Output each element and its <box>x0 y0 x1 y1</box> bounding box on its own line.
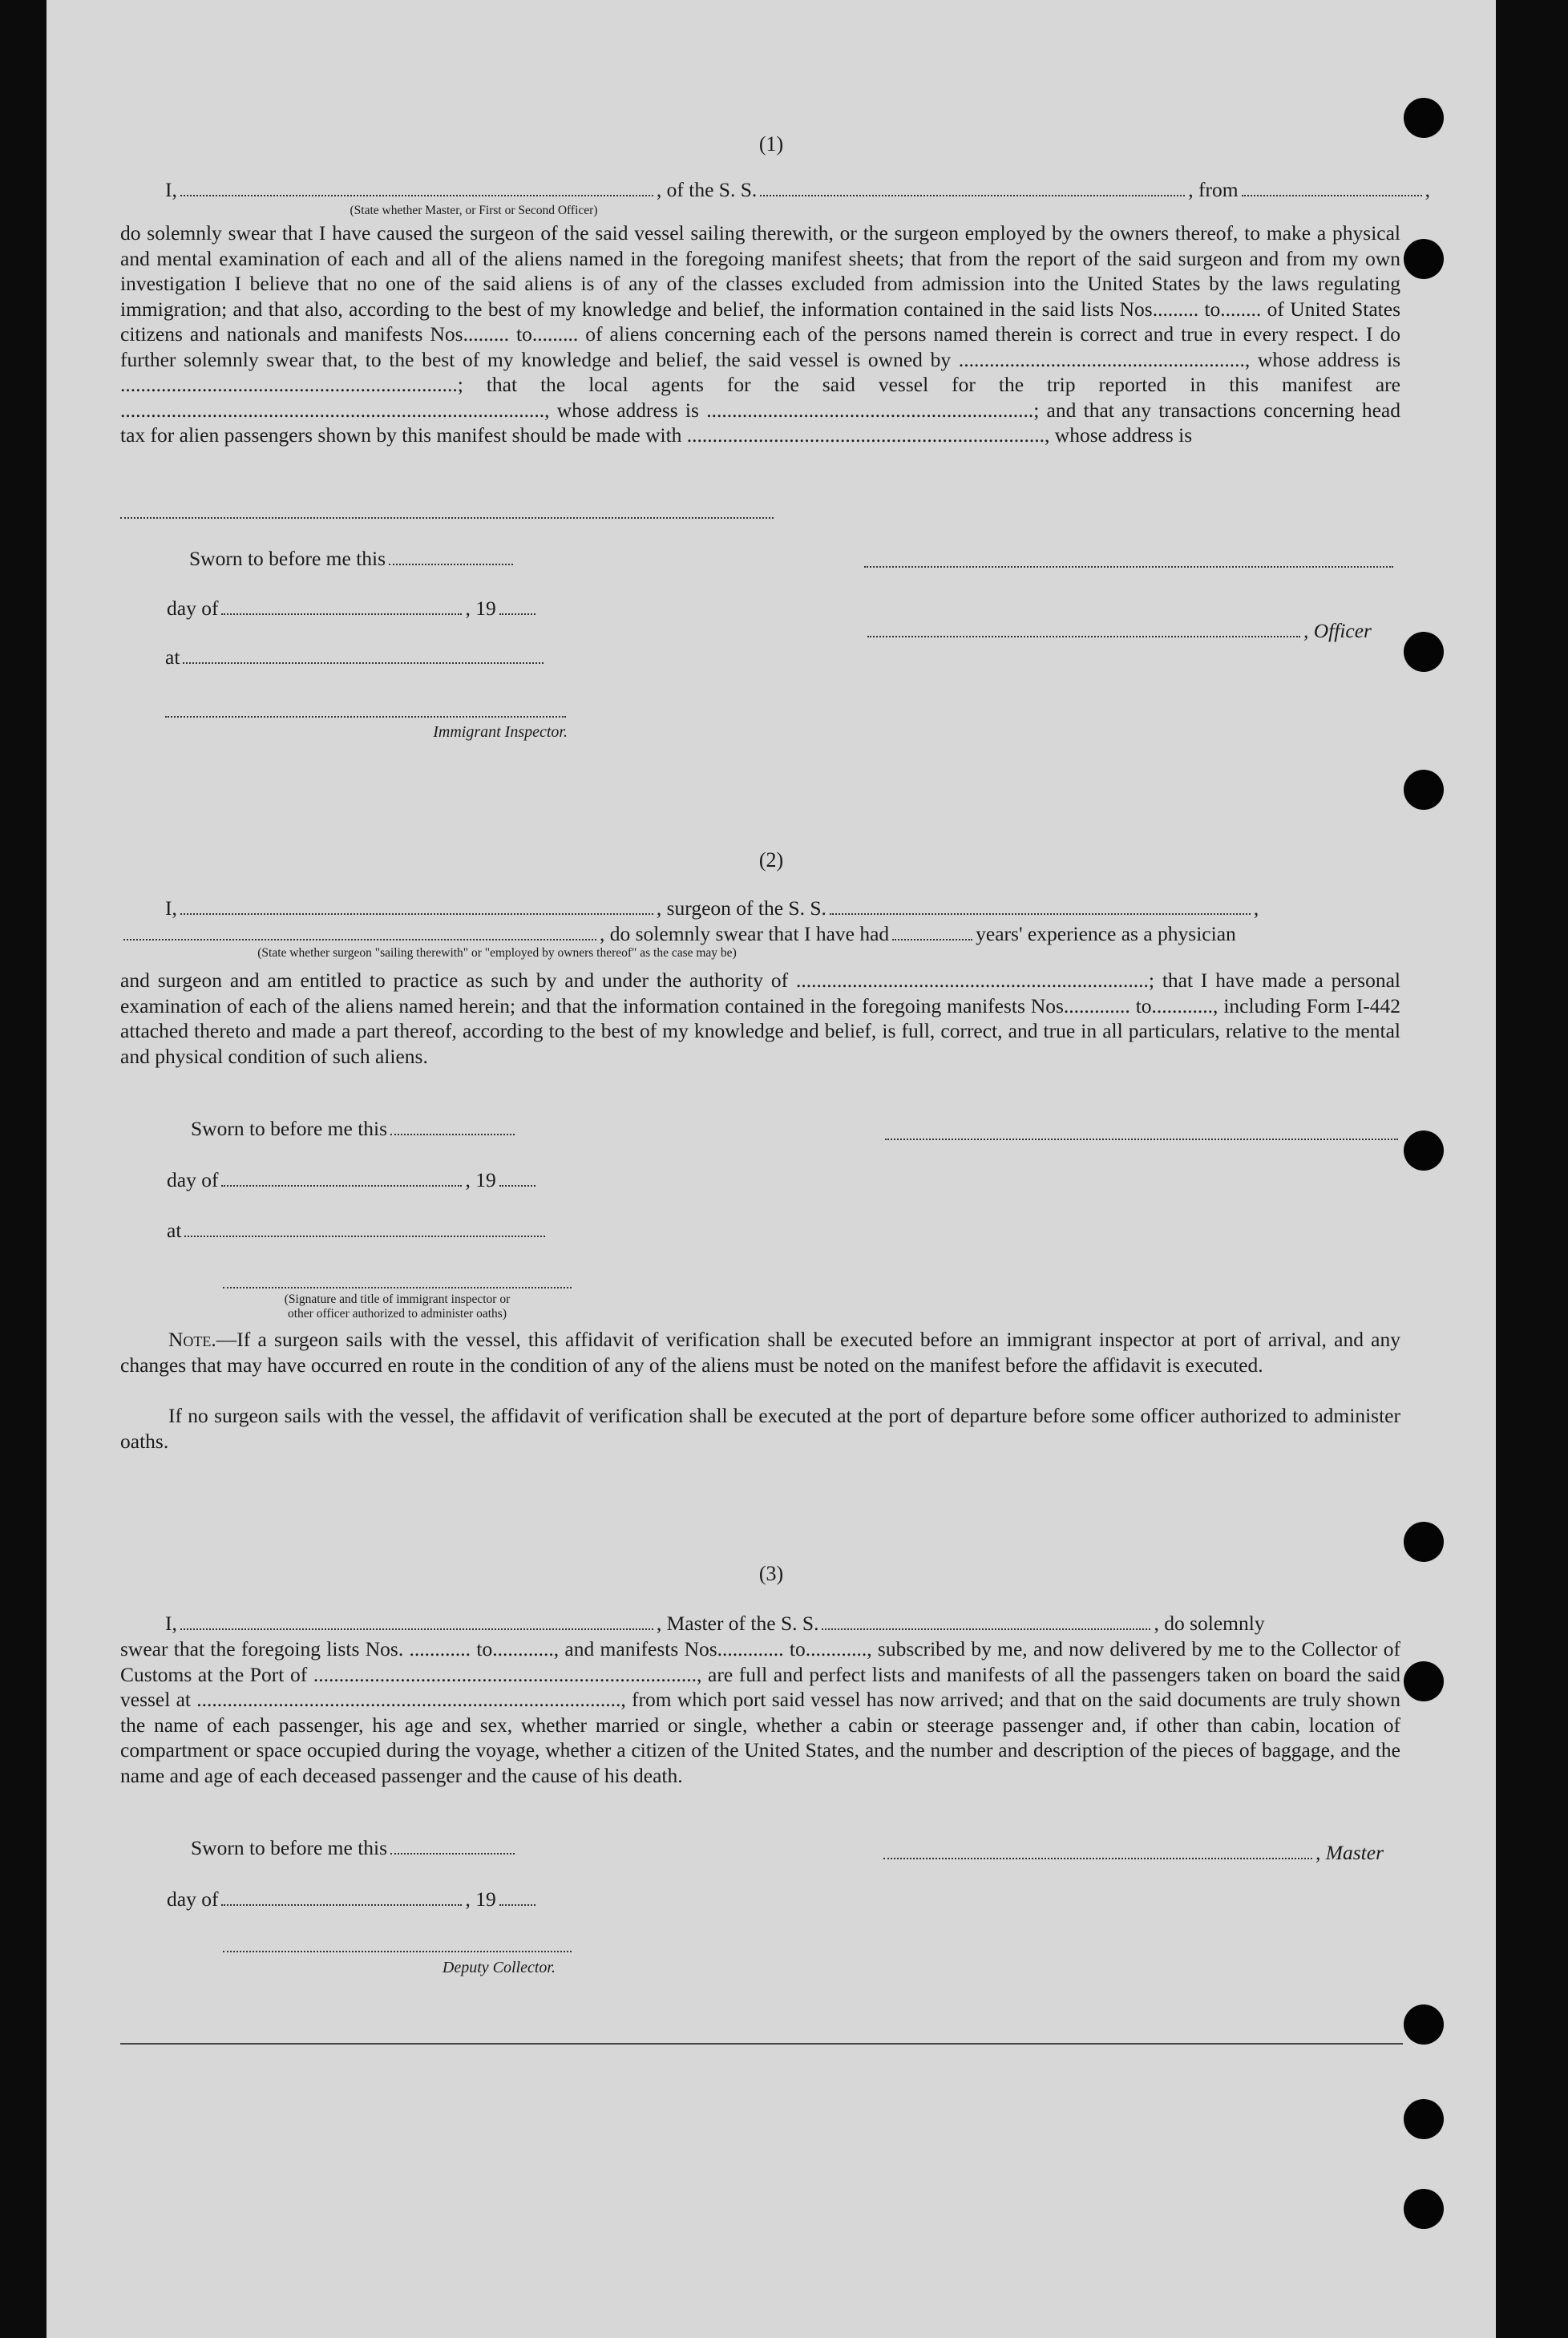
section-3-day-of: day of , 19 <box>167 1887 539 1911</box>
section-1-line-1: I, , of the S. S. , from , <box>165 178 1430 201</box>
punch-hole <box>1404 770 1444 810</box>
signature-caption-2: other officer authorized to administer oaths) <box>287 1307 507 1321</box>
surgeon-signature-line <box>885 1139 1398 1140</box>
section-2-body: and surgeon and am entitled to practice as such by and under the authority of .....................................................................; that I have made a personal examination of each of the aliens named herein; and that the information contained in the foregoing manifests Nos............. to............, including Form I-442 attached thereto and made a part thereof, according to the best of my knowledge and belief, is full, correct, and true in all particulars, relative to the mental and physical condition of such aliens. <box>120 969 1400 1068</box>
section-3-number: (3) <box>758 1562 784 1585</box>
collector-signature-line <box>223 1951 572 1952</box>
section-2-day-of: day of , 19 <box>167 1168 539 1192</box>
section-2-surgeon-caption: (State whether surgeon "sailing therewith" or "employed by owners thereof" as the case may be) <box>257 946 737 960</box>
punch-hole <box>1404 2004 1444 2045</box>
punch-hole <box>1404 1522 1444 1562</box>
section-2-note: Note.—If a surgeon sails with the vessel, this affidavit of verification shall be executed before an immigrant inspector at port of arrival, and any changes that may have occurred en route in the condition of any of the aliens must be noted on the manifest before the affidavit is executed. <box>120 1328 1400 1377</box>
manifest-affidavit-page <box>46 0 1496 2338</box>
punch-hole <box>1404 1661 1444 1701</box>
section-1-sworn: Sworn to before me this <box>189 547 516 571</box>
section-2-sworn: Sworn to before me this <box>191 1117 518 1141</box>
administering-officer-signature-line <box>223 1287 572 1288</box>
section-2-number: (2) <box>758 848 784 872</box>
punch-hole <box>1404 632 1444 672</box>
section-2-line-1: I, , surgeon of the S. S. , <box>165 896 1259 920</box>
signature-line <box>120 517 774 519</box>
bottom-rule <box>120 2043 1403 2045</box>
signature-caption-1: (Signature and title of immigrant inspector or <box>284 1292 511 1306</box>
punch-hole <box>1404 239 1444 279</box>
section-1-day-of: day of , 19 <box>167 597 539 621</box>
section-3-body: swear that the foregoing lists Nos. ............ to............, and manifests Nos............. to............, subscribed by me, and now delivered by me to the Collector of Customs at the Port of ..........................................................................., are full and perfect lists and manifests of all the passengers taken on board the said vessel at ..................................................................................., from which port said vessel has now arrived; and that on the said documents are truly shown the name of each passenger, his age and sex, whether married or single, whether a cabin or steerage passenger and, if other than cabin, location of compartment or space occupied during the voyage, whether a citizen of the United States, and the number and description of the pieces of baggage, and the name and age of each deceased passenger and the cause of his death. <box>120 1637 1400 1787</box>
punch-hole <box>1404 1131 1444 1171</box>
section-1-at: at <box>165 645 547 669</box>
inspector-signature-line <box>165 716 566 718</box>
section-3-sworn: Sworn to before me this <box>191 1836 518 1860</box>
section-2-at: at <box>167 1219 548 1243</box>
section-3-line-1: I, , Master of the S. S. , do solemnly <box>165 1612 1265 1635</box>
immigrant-inspector-caption: Immigrant Inspector. <box>433 723 568 741</box>
section-1-number: (1) <box>758 132 784 156</box>
punch-hole <box>1404 2189 1444 2229</box>
officer-signature-line-upper <box>864 566 1393 568</box>
section-1-body: do solemnly swear that I have caused the surgeon of the said vessel sailing therewith, or the surgeon employed by the owners thereof, to make a physical and mental examination of each and all of the aliens named in the foregoing manifest sheets; that from the report of the said surgeon and from my own investigation I believe that no one of the said aliens is of any of the classes excluded from admission into the United States by the laws regulating immigration; and that also, according to the best of my knowledge and belief, the information contained in the said lists Nos......... to........ of United States citizens and nationals and manifests Nos......... to......... of aliens concerning each of the persons named therein is correct and true in every respect. I do further solemnly swear that, to the best of my knowledge and belief, the said vessel is owned by ........................................................, whose address is ..................................................................; that the local agents for the said vessel for the trip reported in this manifest are ..................................................................................., whose address is ................................................................; and that any transactions concerning head tax for alien passengers shown by this manifest should be made with ......................................................................, whose address is <box>120 221 1400 447</box>
section-1-officer: , Officer <box>864 619 1372 643</box>
section-2-line-2: , do solemnly swear that I have had years' experience as a physician <box>120 922 1236 946</box>
section-2-note-2: If no surgeon sails with the vessel, the affidavit of verification shall be executed at the port of departure before some officer authorized to administer oaths. <box>120 1404 1400 1453</box>
deputy-collector-caption: Deputy Collector. <box>442 1959 556 1976</box>
section-3-master: , Master <box>880 1841 1384 1865</box>
punch-hole <box>1404 2099 1444 2139</box>
section-1-officer-caption: (State whether Master, or First or Second Officer) <box>350 204 598 217</box>
